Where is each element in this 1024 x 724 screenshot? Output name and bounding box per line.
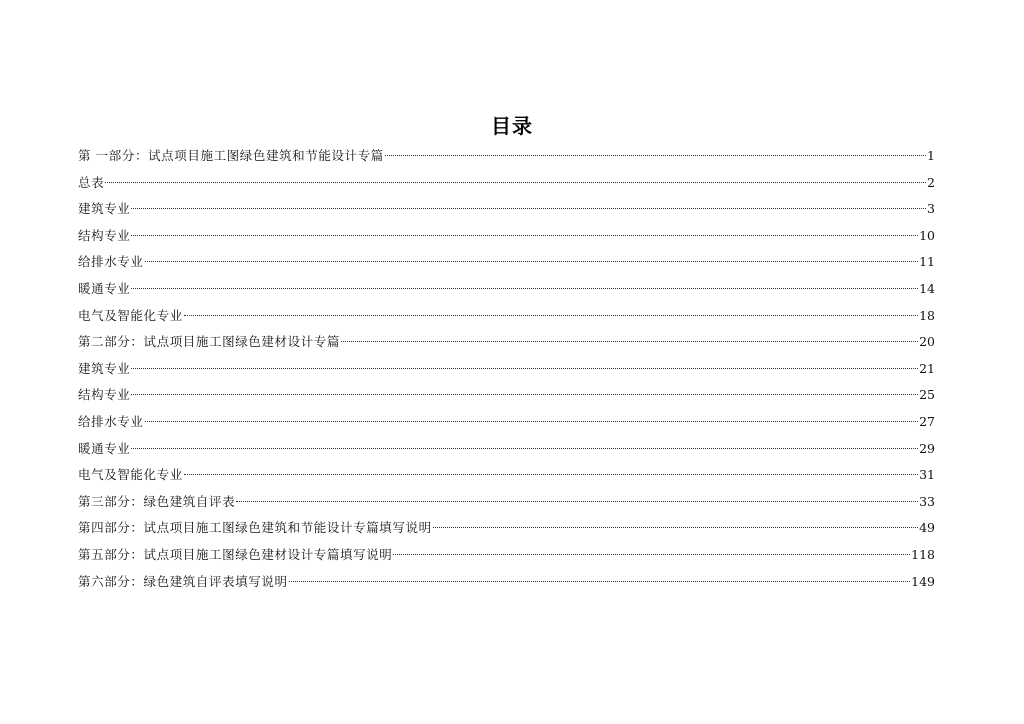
toc-entry[interactable] <box>78 542 935 569</box>
toc-dot-leader <box>184 474 918 475</box>
toc-dot-leader <box>131 288 918 289</box>
toc-dot-leader <box>289 581 911 582</box>
toc-entry-label: 第 一部分：试点项目施工图绿色建筑和节能设计专篇 <box>78 148 384 163</box>
toc-entry-label: 给排水专业 <box>78 254 144 270</box>
toc-entry[interactable] <box>78 249 935 276</box>
toc-entry-page: 21 <box>919 360 935 376</box>
toc-dot-leader <box>145 421 919 422</box>
toc-entry-label: 建筑专业 <box>78 360 131 376</box>
toc-entry-page: 33 <box>919 493 935 509</box>
toc-entry-page: 118 <box>911 546 935 562</box>
toc-entry-label: 建筑专业 <box>78 201 131 217</box>
toc-entry-label: 总表 <box>78 174 105 190</box>
toc-entry[interactable] <box>78 170 935 197</box>
toc-dot-leader <box>131 368 918 369</box>
toc-dot-leader <box>105 182 926 183</box>
toc-title: 目录 <box>491 114 533 138</box>
toc-dot-leader <box>145 261 919 262</box>
toc-entry-page: 31 <box>919 467 935 483</box>
toc-list <box>78 143 935 595</box>
toc-dot-leader <box>131 208 926 209</box>
toc-entry[interactable] <box>78 436 935 463</box>
toc-entry-label: 第五部分：试点项目施工图绿色建材设计专篇填写说明 <box>78 546 393 562</box>
toc-entry-page: 3 <box>927 201 935 217</box>
toc-entry-page: 49 <box>919 520 935 536</box>
toc-entry-label: 电气及智能化专业 <box>78 467 183 483</box>
toc-entry-page: 20 <box>919 334 935 350</box>
toc-entry-label: 暖通专业 <box>78 280 131 296</box>
toc-entry-page: 149 <box>911 573 935 589</box>
toc-entry[interactable] <box>78 329 935 356</box>
toc-entry-label: 第四部分：试点项目施工图绿色建筑和节能设计专篇填写说明 <box>78 520 432 536</box>
toc-entry[interactable] <box>78 143 935 170</box>
toc-entry-label: 第二部分：试点项目施工图绿色建材设计专篇 <box>78 334 341 350</box>
toc-dot-leader <box>393 554 910 555</box>
toc-dot-leader <box>131 448 918 449</box>
toc-entry-label: 电气及智能化专业 <box>78 307 183 323</box>
toc-entry-page: 18 <box>919 307 935 323</box>
toc-entry-label: 结构专业 <box>78 387 131 403</box>
toc-entry-page: 27 <box>919 413 935 429</box>
toc-entry-page: 1 <box>927 148 935 163</box>
toc-entry-page: 29 <box>919 440 935 456</box>
toc-dot-leader <box>341 341 918 342</box>
toc-dot-leader <box>385 155 926 156</box>
toc-entry-page: 10 <box>919 227 935 243</box>
toc-dot-leader <box>131 235 918 236</box>
toc-entry[interactable] <box>78 356 935 383</box>
toc-entry-page: 25 <box>919 387 935 403</box>
toc-dot-leader <box>131 394 918 395</box>
toc-entry-page: 14 <box>919 280 935 296</box>
toc-entry[interactable] <box>78 515 935 542</box>
toc-entry[interactable] <box>78 223 935 250</box>
toc-entry[interactable] <box>78 569 935 596</box>
toc-dot-leader <box>236 501 918 502</box>
toc-entry-label: 结构专业 <box>78 227 131 243</box>
toc-entry[interactable] <box>78 489 935 516</box>
toc-entry-label: 给排水专业 <box>78 413 144 429</box>
toc-entry-page: 11 <box>919 254 935 270</box>
toc-dot-leader <box>433 527 918 528</box>
toc-entry-label: 第三部分：绿色建筑自评表 <box>78 493 236 509</box>
toc-entry-page: 2 <box>927 174 935 190</box>
toc-entry-label: 暖通专业 <box>78 440 131 456</box>
toc-entry[interactable] <box>78 196 935 223</box>
toc-entry[interactable] <box>78 409 935 436</box>
toc-dot-leader <box>184 315 918 316</box>
toc-entry[interactable] <box>78 382 935 409</box>
toc-entry[interactable] <box>78 276 935 303</box>
toc-entry-label: 第六部分：绿色建筑自评表填写说明 <box>78 573 288 589</box>
toc-entry[interactable] <box>78 462 935 489</box>
toc-entry[interactable] <box>78 303 935 330</box>
